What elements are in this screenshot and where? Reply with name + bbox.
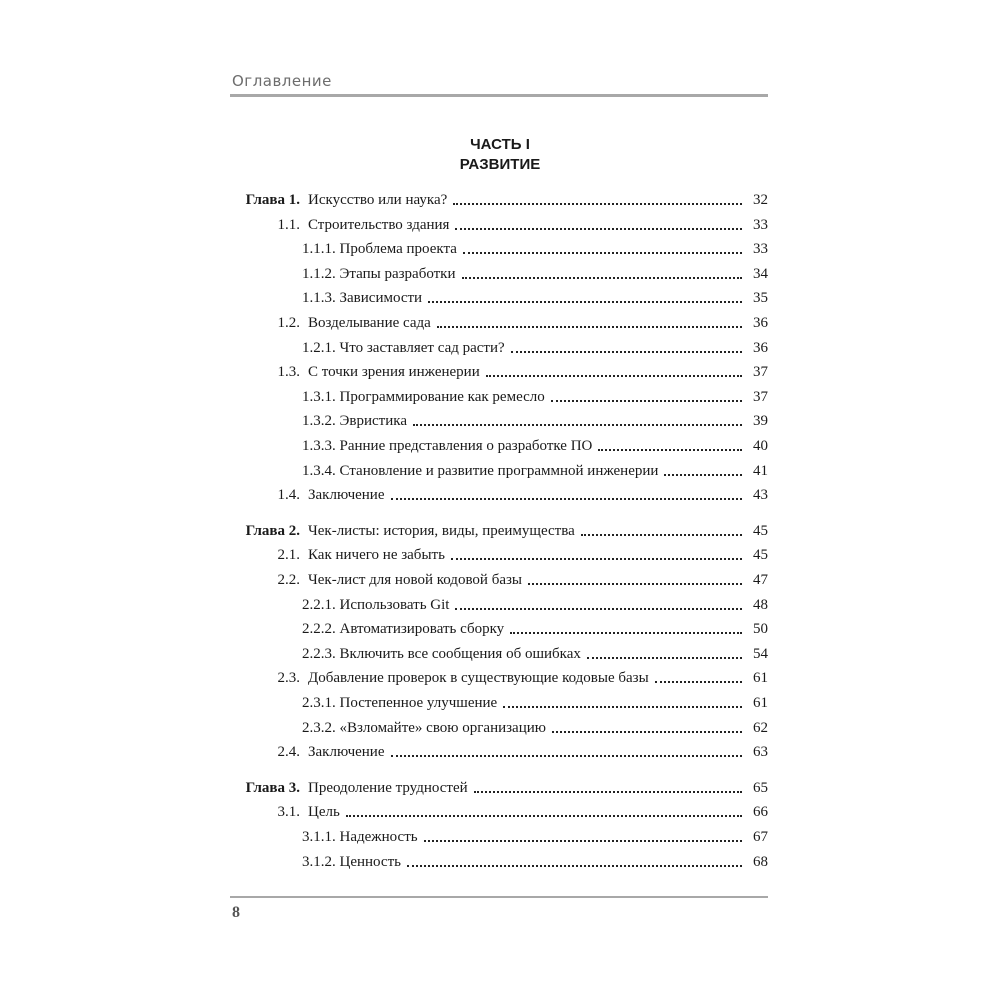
toc-page-number: 43	[753, 487, 768, 503]
toc-entry-title: 1.1.2. Этапы разработки	[302, 266, 456, 282]
toc-entry-title: 2.3.2. «Взломайте» свою организацию	[302, 720, 546, 736]
toc-entry-title: 1.1.3. Зависимости	[302, 290, 423, 306]
toc-entry-title: 2.2.1. Использовать Git	[302, 597, 450, 613]
dot-leader	[664, 474, 742, 476]
toc-section-entry[interactable]	[308, 545, 768, 565]
section-number: 1.1.	[277, 217, 300, 233]
dot-leader	[413, 424, 742, 426]
toc-section-entry[interactable]	[308, 802, 768, 822]
toc-subsection-entry[interactable]	[302, 852, 768, 872]
toc-subsection-entry[interactable]	[302, 827, 768, 847]
toc-subsection-entry[interactable]	[302, 461, 768, 481]
dot-leader	[552, 731, 742, 733]
toc-subsection-entry[interactable]	[302, 387, 768, 407]
chapter-number: Глава 2.	[245, 523, 300, 539]
section-number: 2.2.	[277, 572, 300, 588]
dot-leader	[346, 815, 742, 817]
dot-leader	[503, 706, 742, 708]
dot-leader	[451, 558, 742, 560]
toc-entry-title: Строительство здания	[308, 217, 450, 233]
toc-entry-title: Чек-листы: история, виды, преимущества	[308, 523, 575, 539]
toc-entry-title: 1.3.1. Программирование как ремесло	[302, 389, 545, 405]
dot-leader	[510, 632, 742, 634]
toc-entry-title: 1.1.1. Проблема проекта	[302, 241, 457, 257]
running-head: Оглавление	[232, 72, 332, 90]
toc-page-number: 39	[753, 413, 768, 429]
toc-page-number: 36	[753, 315, 768, 331]
page-number: 8	[232, 904, 240, 921]
toc-entry-title: С точки зрения инженерии	[308, 364, 480, 380]
toc-section-entry[interactable]	[308, 668, 768, 688]
toc-page-number: 66	[753, 804, 768, 820]
toc-entry-title: 3.1.2. Ценность	[302, 854, 401, 870]
toc-subsection-entry[interactable]	[302, 595, 768, 615]
dot-leader	[391, 755, 743, 757]
toc-subsection-entry[interactable]	[302, 411, 768, 431]
section-number: 2.1.	[277, 547, 300, 563]
toc-page-number: 32	[753, 192, 768, 208]
toc-entry-title: 2.3.1. Постепенное улучшение	[302, 695, 498, 711]
toc-entry-title: 1.3.4. Становление и развитие программной инженерии	[302, 463, 659, 479]
toc-chapter-entry[interactable]	[308, 521, 768, 541]
section-number: 2.4.	[277, 744, 300, 760]
chapter-number: Глава 1.	[245, 192, 300, 208]
dot-leader	[455, 228, 742, 230]
toc-page-number: 67	[753, 829, 768, 845]
toc-page-number: 33	[753, 241, 768, 257]
toc-subsection-entry[interactable]	[302, 718, 768, 738]
toc-subsection-entry[interactable]	[302, 436, 768, 456]
dot-leader	[581, 534, 742, 536]
toc-page-number: 61	[753, 695, 768, 711]
dot-leader	[598, 449, 742, 451]
toc-section-entry[interactable]	[308, 485, 768, 505]
toc-entry-title: 1.2.1. Что заставляет сад расти?	[302, 340, 505, 356]
toc-page-number: 40	[753, 438, 768, 454]
toc-page-number: 45	[753, 547, 768, 563]
section-number: 2.3.	[277, 670, 300, 686]
toc-entry-title: Чек-лист для новой кодовой базы	[308, 572, 522, 588]
toc-page-number: 35	[753, 290, 768, 306]
toc-subsection-entry[interactable]	[302, 644, 768, 664]
toc-entry-title: 2.2.2. Автоматизировать сборку	[302, 621, 505, 637]
footer-rule	[230, 896, 768, 898]
dot-leader	[407, 865, 742, 867]
toc-section-entry[interactable]	[308, 362, 768, 382]
dot-leader	[391, 498, 743, 500]
dot-leader	[428, 301, 742, 303]
toc-page-number: 41	[753, 463, 768, 479]
toc-subsection-entry[interactable]	[302, 693, 768, 713]
dot-leader	[424, 840, 742, 842]
toc-page-number: 54	[753, 646, 768, 662]
section-number: 3.1.	[277, 804, 300, 820]
toc-page-number: 65	[753, 780, 768, 796]
toc-chapter-entry[interactable]	[308, 778, 768, 798]
toc-entry-title: Преодоление трудностей	[308, 780, 468, 796]
dot-leader	[453, 203, 742, 205]
toc-entry-title: 1.3.3. Ранние представления о разработке ПО	[302, 438, 593, 454]
dot-leader	[551, 400, 742, 402]
toc-page-number: 50	[753, 621, 768, 637]
toc-subsection-entry[interactable]	[302, 264, 768, 284]
toc-page-number: 47	[753, 572, 768, 588]
dot-leader	[463, 252, 742, 254]
dot-leader	[437, 326, 742, 328]
toc-subsection-entry[interactable]	[302, 338, 768, 358]
toc-page-number: 34	[753, 266, 768, 282]
chapter-number: Глава 3.	[245, 780, 300, 796]
toc-page-number: 68	[753, 854, 768, 870]
dot-leader	[474, 791, 742, 793]
toc-page-number: 61	[753, 670, 768, 686]
toc-entry-title: Искусство или наука?	[308, 192, 448, 208]
section-number: 1.4.	[277, 487, 300, 503]
dot-leader	[655, 681, 742, 683]
toc-subsection-entry[interactable]	[302, 288, 768, 308]
toc-entry-title: 3.1.1. Надежность	[302, 829, 418, 845]
toc-page-number: 62	[753, 720, 768, 736]
section-number: 1.3.	[277, 364, 300, 380]
toc-entry-title: Добавление проверок в существующие кодовые базы	[308, 670, 649, 686]
toc-page-number: 63	[753, 744, 768, 760]
header-rule	[230, 94, 768, 97]
toc-entry-title: Цель	[308, 804, 340, 820]
toc-page-number: 36	[753, 340, 768, 356]
toc-chapter-entry[interactable]	[308, 190, 768, 210]
toc-entry-title: 2.2.3. Включить все сообщения об ошибках	[302, 646, 581, 662]
dot-leader	[587, 657, 742, 659]
dot-leader	[511, 351, 742, 353]
toc-page-number: 48	[753, 597, 768, 613]
toc-page-number: 37	[753, 389, 768, 405]
toc-section-entry[interactable]	[308, 215, 768, 235]
toc-entry-title: Заключение	[308, 487, 385, 503]
toc-entry-title: Как ничего не забыть	[308, 547, 445, 563]
toc-section-entry[interactable]	[308, 742, 768, 762]
toc-entry-title: Заключение	[308, 744, 385, 760]
dot-leader	[486, 375, 742, 377]
toc-section-entry[interactable]	[308, 570, 768, 590]
toc-section-entry[interactable]	[308, 313, 768, 333]
toc-subsection-entry[interactable]	[302, 239, 768, 259]
toc-page-number: 33	[753, 217, 768, 233]
toc-page-number: 45	[753, 523, 768, 539]
toc-entry-title: 1.3.2. Эвристика	[302, 413, 407, 429]
dot-leader	[528, 583, 742, 585]
part-name: РАЗВИТИЕ	[459, 156, 541, 173]
part-label: ЧАСТЬ I	[470, 136, 530, 153]
dot-leader	[462, 277, 742, 279]
toc-subsection-entry[interactable]	[302, 619, 768, 639]
toc-page-number: 37	[753, 364, 768, 380]
dot-leader	[455, 608, 742, 610]
section-number: 1.2.	[277, 315, 300, 331]
toc-entry-title: Возделывание сада	[308, 315, 431, 331]
